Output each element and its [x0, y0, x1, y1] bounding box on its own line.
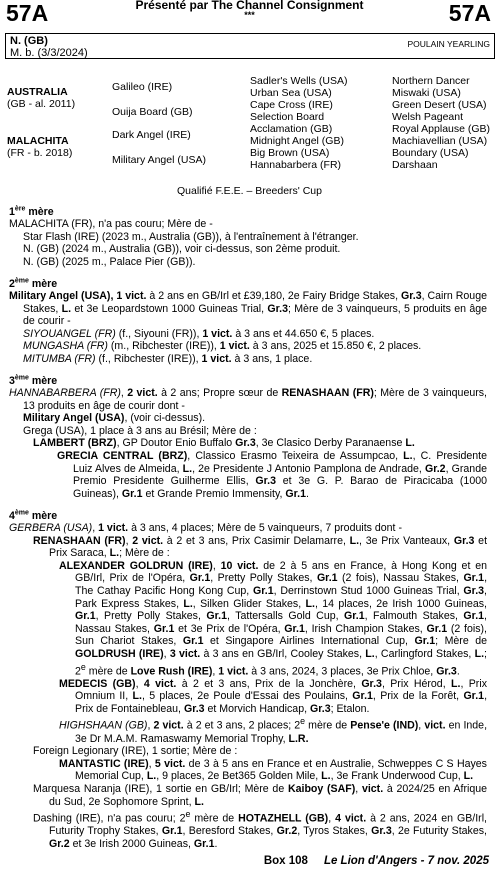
- pedigree-gen4: Northern Dancer: [392, 75, 470, 87]
- pedigree-gen4: Darshaan: [392, 159, 438, 171]
- produce-line: Dashing (IRE), n'a pas couru; 2e mère de HOTAZHELL (GB), 4 vict. à 2 ans, 2024 en GB/Irl, Futurity Trophy Stakes, Gr.1, Beresford Stakes, Gr.2, Tyros Stakes, Gr.3, 2e Futurity Stakes, Gr.2 et 3e Irish 2000 Guineas, Gr.1.: [33, 809, 487, 850]
- produce-line: LAMBERT (BRZ), GP Doutor Enio Buffalo Gr.3, 3e Clasico Derby Paranaense L.: [33, 437, 415, 450]
- produce-line: MUNGASHA (FR) (m., Ribchester (IRE)), 1 vict. à 3 ans, 2025 et 15.850 €, 2 places.: [23, 340, 422, 353]
- section-title-4: 4ème mère: [9, 509, 58, 522]
- horse-name-box: [5, 33, 495, 59]
- produce-line: MEDECIS (GB), 4 vict. à 2 et 3 ans, Prix de la Jonchère, Gr.3, Prix Hérod, L., Prix Omnium II, L., 5 places, 2e Poule d'Essai des Poulains, Gr.1, Prix de la Forêt, Gr.1, Prix de Fontainebleau, Gr.3 et Morvich Handicap, Gr.3; Etalon.: [59, 677, 488, 715]
- section-title-3: 3ème mère: [9, 374, 58, 387]
- produce-line: Grega (USA), 1 place à 3 ans au Brésil; Mère de :: [23, 424, 257, 437]
- produce-line: MITUMBA (FR) (f., Ribchester (IRE)), 1 vict. à 3 ans, 1 place.: [23, 352, 313, 365]
- horse-name: N. (GB): [10, 35, 48, 47]
- produce-line: N. (GB) (2024 m., Australia (GB)), voir ci-dessus, son 2ème produit.: [23, 243, 341, 256]
- section-3-text: [9, 387, 487, 500]
- pedigree-gen4: Green Desert (USA): [392, 99, 487, 111]
- section-2-text: [9, 290, 487, 366]
- produce-line: N. (GB) (2025 m., Palace Pier (GB)).: [23, 255, 196, 268]
- horse-description: M. b. (3/3/2024): [10, 47, 88, 59]
- pedigree-gen2: Dark Angel (IRE): [112, 129, 191, 141]
- section-4-text: [9, 522, 487, 850]
- consignor-line: Présenté par The Channel Consignment: [135, 0, 364, 12]
- pedigree-dam: MALACHITA: [7, 135, 69, 147]
- lot-number-left: 57A: [6, 0, 49, 26]
- qualification: Qualifié F.E.E. – Breeders' Cup: [177, 185, 322, 197]
- pedigree-gen2: Galileo (IRE): [112, 81, 173, 93]
- produce-line: RENASHAAN (FR), 2 vict. à 2 et 3 ans, Prix Casimir Delamarre, L., 3e Prix Vanteaux, Gr.3 et Prix Saraca, L.; Mère de :: [33, 534, 488, 560]
- lot-number-right: 57A: [448, 0, 491, 26]
- pedigree-gen2: Ouija Board (GB): [112, 106, 193, 118]
- produce-line: HIGHSHAAN (GB), 2 vict. à 2 et 3 ans, 2 places; 2e mère de Pense'e (IND), vict. en Inde, 3e Dr M.A.M. Ramaswamy Memorial Trophy, L.R.: [59, 716, 488, 745]
- pedigree-gen3: Selection Board: [250, 111, 325, 123]
- produce-line: SIYOUANGEL (FR) (f., Siyouni (FR)), 1 vict. à 3 ans et 44.650 €, 5 places.: [23, 327, 375, 340]
- horse-category: POULAIN YEARLING: [407, 39, 490, 49]
- stars-rating: ***: [244, 10, 255, 20]
- pedigree-sire: AUSTRALIA: [7, 86, 68, 98]
- produce-line: Marquesa Naranja (IRE), 1 sortie en GB/Irl; Mère de Kaiboy (SAF), vict. à 2024/25 en Afrique du Sud, 2e Sophomore Sprint, L.: [33, 782, 488, 808]
- sale-venue-date: Le Lion d'Angers - 7 nov. 2025: [323, 855, 489, 868]
- pedigree-gen3: Big Brown (USA): [250, 147, 330, 159]
- pedigree-gen3: Midnight Angel (GB): [250, 135, 344, 147]
- produce-line: ALEXANDER GOLDRUN (IRE), 10 vict. de 2 à 5 ans en France, à Hong Kong et en GB/Irl, Prix de l'Opéra, Gr.1, Pretty Polly Stakes, Gr.1 (2 fois), Nassau Stakes, Gr.1, The Cathay Pacific Hong Kong Cup, Gr.1, Derrinstown Stud 1000 Guineas Trial, Gr.3, Park Express Stakes, L., Silken Glider Stakes, L., 14 places, 2e Irish 1000 Guineas, Gr.1, Pretty Polly Stakes, Gr.1, Tattersalls Gold Cup, Gr.1, Falmouth Stakes, Gr.1, Nassau Stakes, Gr.1 et 3e Prix de l'Opéra, Gr.1, Irish Champion Stakes, Gr.1 (2 fois), Sun Chariot Stakes, Gr.1 et Singapore Airlines International Cup, Gr.1; Mère de GOLDRUSH (IRE), 3 vict. à 3 ans en GB/Irl, Cooley Stakes, L., Carlingford Stakes, L.; 2e mère de Love Rush (IRE), 1 vict. à 3 ans, 2024, 3 places, 3e Prix Chloe, Gr.3.: [59, 559, 488, 678]
- pedigree-gen3: Acclamation (GB): [250, 123, 333, 135]
- produce-line: GRECIA CENTRAL (BRZ), Classico Erasmo Teixeira de Assumpcao, L., C. Presidente Luiz Alves de Almeida, L., 2e Presidente J Antonio Pamplona de Andrade, Gr.2, Grande Premio Presidente Guilherme Ellis, Gr.3 et 3e G. P. Barao de Piracicaba (1000 Guineas), Gr.1 et Grande Premio Immensity, Gr.1.: [57, 449, 487, 500]
- pedigree-gen4: Miswaki (USA): [392, 87, 461, 99]
- dam-line: Military Angel (USA), 1 vict. à 2 ans en GB/Irl et £39,180, 2e Fairy Bridge Stakes, Gr.3, Cairn Rouge Stakes, L. et 3e Leopardstown 1000 Guineas Trial, Gr.3; Mère de 3 vainqueurs, 5 produits en âge de courir -: [9, 290, 487, 328]
- dam-line: HANNABARBERA (FR), 2 vict. à 2 ans; Propre sœur de RENASHAAN (FR); Mère de 3 vainqueurs, 13 produits en âge de courir dont -: [9, 387, 487, 412]
- dam-line: MALACHITA (FR), n'a pas couru; Mère de -: [9, 218, 213, 230]
- section-title-2: 2ème mère: [9, 277, 58, 290]
- pedigree-gen3: Cape Cross (IRE): [250, 99, 333, 111]
- section-title-1: 1ère mère: [9, 205, 54, 218]
- pedigree-gen3: Sadler's Wells (USA): [250, 75, 348, 87]
- box-number: Box 108: [263, 855, 308, 868]
- pedigree-dam-info: (FR - b. 2018): [7, 147, 73, 159]
- pedigree-gen4: Boundary (USA): [392, 147, 469, 159]
- pedigree-gen3: Hannabarbera (FR): [250, 159, 342, 171]
- produce-line: MANTASTIC (IRE), 5 vict. de 3 à 5 ans en France et en Australie, Schweppes C S Hayes Memorial Cup, L., 9 places, 2e Bet365 Golden Mile, L., 3e Frank Underwood Cup, L.: [59, 757, 487, 783]
- produce-line: Star Flash (IRE) (2023 m., Australia (GB)), à l'entraînement à l'étranger.: [23, 230, 359, 243]
- pedigree-gen4: Machiavellian (USA): [392, 135, 488, 147]
- dam-line: GERBERA (USA), 1 vict. à 3 ans, 4 places; Mère de 5 vainqueurs, 7 produits dont -: [9, 522, 402, 534]
- section-1-text: [9, 218, 487, 268]
- pedigree-gen4: Welsh Pageant: [392, 111, 464, 123]
- pedigree-gen3: Urban Sea (USA): [250, 87, 332, 99]
- produce-line: Foreign Legionary (IRE), 1 sortie; Mère de :: [33, 745, 238, 758]
- footer: [264, 855, 489, 868]
- pedigree-gen4: Royal Applause (GB): [392, 123, 491, 135]
- pedigree-sire-info: (GB - al. 2011): [7, 98, 76, 110]
- produce-line: Military Angel (USA), (voir ci-dessus).: [23, 412, 206, 425]
- pedigree-gen2: Military Angel (USA): [112, 154, 206, 166]
